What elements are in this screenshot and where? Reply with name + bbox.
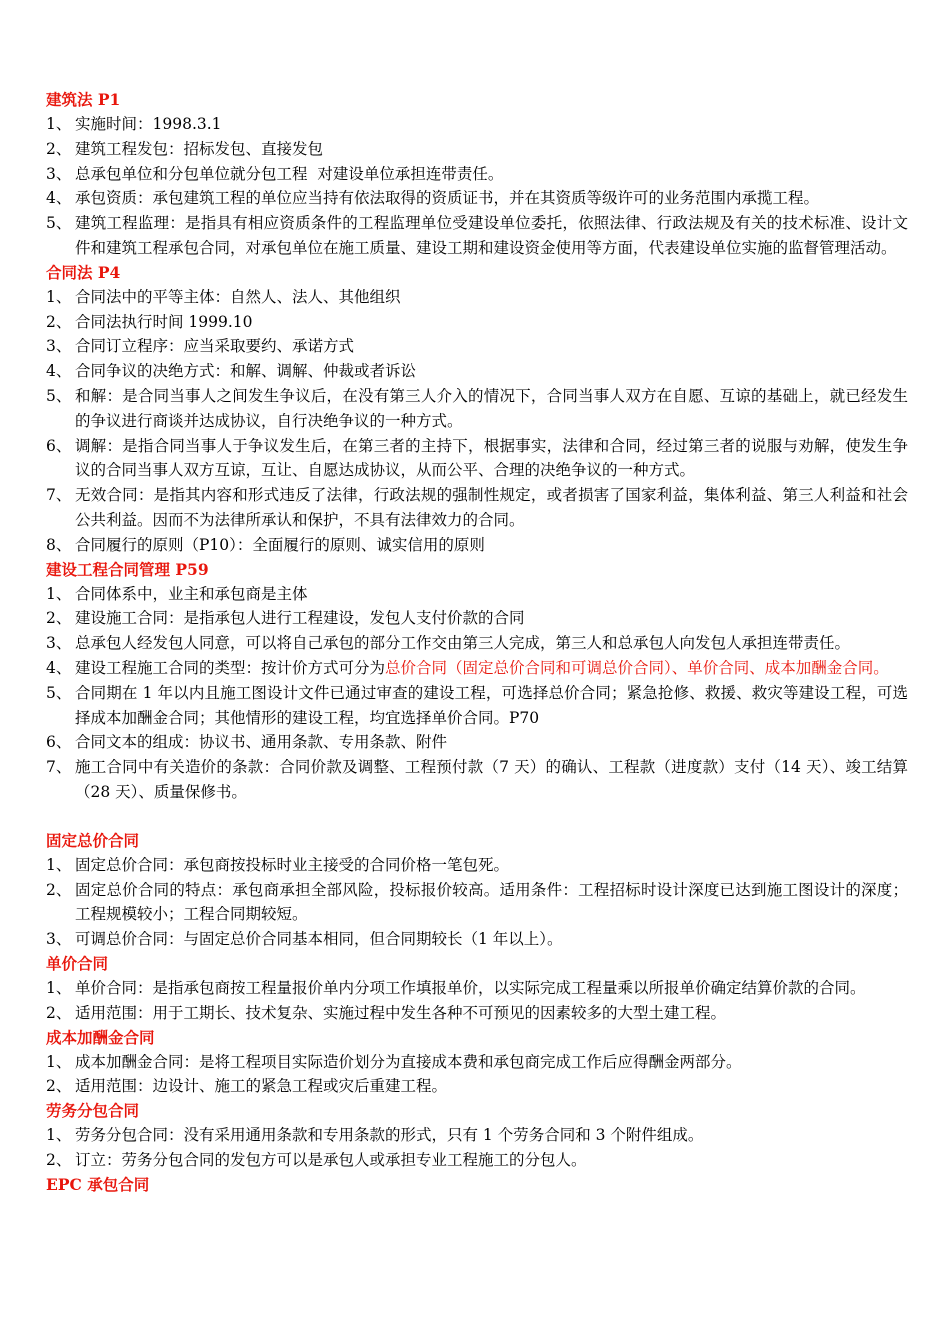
item-text: 适用范围：用于工期长、技术复杂、实施过程中发生各种不可预见的因素较多的大型土建工程。 xyxy=(75,1003,727,1022)
item-text: 总承包单位和分包单位就分包工程 对建设单位承担连带责任。 xyxy=(75,164,504,183)
section-danjia xyxy=(46,952,908,1026)
item-text: 合同争议的决绝方式：和解、调解、仲裁或者诉讼 xyxy=(75,362,417,381)
item-number: 2、 xyxy=(46,609,72,628)
item-text: 建设施工合同：是指承包人进行工程建设，发包人支付价款的合同 xyxy=(75,609,525,628)
list-item xyxy=(46,211,908,261)
item-text: 施工合同中有关造价的条款：合同价款及调整、工程预付款（7 天）的确认、工程款（进度款）支付（14 天）、竣工结算（28 天）、质量保修书。 xyxy=(75,758,908,801)
item-number: 1、 xyxy=(46,115,72,133)
list-item xyxy=(46,878,908,928)
list-item xyxy=(46,1001,908,1026)
item-text: 和解：是合同当事人之间发生争议后，在没有第三人介入的情况下，合同当事人双方在自愿、互谅的基础上，就已经发生的争议进行商谈并达成协议，自行决绝争议的一种方式。 xyxy=(75,386,908,430)
item-text: 建筑工程发包：招标发包、直接发包 xyxy=(75,139,324,158)
section-title: 单价合同 xyxy=(46,953,109,973)
item-text: 合同履行的原则（P10）：全面履行的原则、诚实信用的原则 xyxy=(75,535,485,554)
item-text: 适用范围：边设计、施工的紧急工程或灾后重建工程。 xyxy=(75,1077,448,1096)
item-number: 2、 xyxy=(46,880,72,899)
item-text: 承包资质：承包建筑工程的单位应当持有依法取得的资质证书，并在其资质等级许可的业务范围内承揽工程。 xyxy=(75,189,820,208)
list-item xyxy=(46,853,908,878)
section-title: 建设工程合同管理 P59 xyxy=(46,559,209,579)
item-number: 5、 xyxy=(46,386,72,405)
item-text-plain: 建设工程施工合同的类型：按计价方式可分为 xyxy=(75,658,386,677)
item-number: 4、 xyxy=(46,658,72,677)
item-text-highlight: 总价合同（固定总价合同和可调总价合同）、单价合同、成本加酬金合同。 xyxy=(385,658,889,677)
section-laowu-fenbao xyxy=(46,1099,908,1173)
list-item xyxy=(46,656,908,681)
item-text: 固定总价合同：承包商按投标时业主接受的合同价格一笔包死。 xyxy=(75,855,510,874)
section-chengben-choujin xyxy=(46,1026,908,1100)
item-number: 8、 xyxy=(46,535,72,554)
section-guding-zongjia xyxy=(46,829,908,952)
item-text: 合同订立程序：应当采取要约、承诺方式 xyxy=(75,337,355,356)
list-item xyxy=(46,927,908,952)
item-number: 1、 xyxy=(46,287,72,306)
section-title: 成本加酬金合同 xyxy=(46,1027,155,1047)
list-item xyxy=(46,359,908,384)
item-number: 3、 xyxy=(46,337,72,356)
item-text: 单价合同：是指承包商按工程量报价单内分项工作填报单价，以实际完成工程量乘以所报单价确定结算价款的合同。 xyxy=(75,978,866,997)
list-item xyxy=(46,606,908,631)
item-number: 4、 xyxy=(46,189,72,208)
section-title: 合同法 P4 xyxy=(46,262,121,282)
item-number: 3、 xyxy=(46,930,72,949)
list-item xyxy=(46,730,908,755)
item-number: 5、 xyxy=(46,683,72,702)
item-text: 合同文本的组成：协议书、通用条款、专用条款、附件 xyxy=(75,733,448,752)
list-item xyxy=(46,334,908,359)
item-text: 建筑工程监理：是指具有相应资质条件的工程监理单位受建设单位委托，依照法律、行政法规及有关的技术标准、设计文件和建筑工程承包合同，对承包单位在施工质量、建设工期和建设资金使用等方面，代表建设单位实施的监督管理活动。 xyxy=(75,214,908,257)
item-text: 无效合同：是指其内容和形式违反了法律，行政法规的强制性规定，或者损害了国家利益，集体利益、第三人利益和社会公共利益。因而不为法律所承认和保护，不具有法律效力的合同。 xyxy=(75,486,908,529)
section-jianshe-gongcheng-hetong xyxy=(46,558,908,805)
item-text: 总承包人经发包人同意，可以将自己承包的部分工作交由第三人完成，第三人和总承包人向发包人承担连带责任。 xyxy=(75,634,851,653)
item-text: 实施时间：1998.3.1 xyxy=(75,115,222,133)
list-item xyxy=(46,162,908,187)
item-number: 3、 xyxy=(46,164,72,183)
list-item xyxy=(46,483,908,533)
list-item xyxy=(46,112,908,137)
item-text: 合同法中的平等主体：自然人、法人、其他组织 xyxy=(75,287,401,306)
section-epc xyxy=(46,1173,908,1197)
list-item xyxy=(46,755,908,805)
section-title: 固定总价合同 xyxy=(46,830,140,850)
list-item xyxy=(46,1148,908,1173)
item-number: 2、 xyxy=(46,1150,72,1169)
list-item xyxy=(46,681,908,731)
list-item xyxy=(46,310,908,335)
list-item xyxy=(46,1050,908,1075)
section-title: 劳务分包合同 xyxy=(46,1101,140,1121)
item-number: 2、 xyxy=(46,139,72,158)
item-number: 1、 xyxy=(46,1052,72,1071)
list-item xyxy=(46,631,908,656)
item-number: 1、 xyxy=(46,1126,72,1145)
item-number: 7、 xyxy=(46,486,72,505)
list-item xyxy=(46,1123,908,1148)
item-number: 6、 xyxy=(46,733,72,752)
item-text: 合同期在 1 年以内且施工图设计文件已通过审查的建设工程，可选择总价合同；紧急抢修、救援、救灾等建设工程，可选择成本加酬金合同；其他情形的建设工程，均宜选择单价合同。P70 xyxy=(75,683,908,727)
item-text xyxy=(75,656,908,681)
list-item xyxy=(46,384,908,434)
document-content xyxy=(46,88,908,1197)
list-item xyxy=(46,1074,908,1099)
item-number: 1、 xyxy=(46,855,72,874)
list-item xyxy=(46,434,908,484)
list-item xyxy=(46,976,908,1001)
item-number: 4、 xyxy=(46,362,72,381)
list-item xyxy=(46,186,908,211)
list-item xyxy=(46,137,908,162)
section-jianzhufa xyxy=(46,88,908,261)
item-number: 6、 xyxy=(46,436,72,455)
blank-line xyxy=(46,805,908,829)
section-hetongfa xyxy=(46,261,908,558)
item-number: 5、 xyxy=(46,214,72,233)
list-item xyxy=(46,285,908,310)
item-text: 劳务分包合同：没有采用通用条款和专用条款的形式，只有 1 个劳务合同和 3 个附件组成。 xyxy=(75,1126,704,1145)
item-text: 成本加酬金合同：是将工程项目实际造价划分为直接成本费和承包商完成工作后应得酬金两部分。 xyxy=(75,1052,742,1071)
item-text: 合同体系中，业主和承包商是主体 xyxy=(75,584,308,603)
item-text: 合同法执行时间 1999.10 xyxy=(75,312,253,331)
item-text: 调解：是指合同当事人于争议发生后，在第三者的主持下，根据事实，法律和合同，经过第三者的说服与劝解，使发生争议的合同当事人双方互谅，互让、自愿达成协议，从而公平、合理的决绝争议的一种方式。 xyxy=(75,436,908,480)
item-number: 1、 xyxy=(46,978,72,997)
list-item xyxy=(46,582,908,607)
item-text: 可调总价合同：与固定总价合同基本相同，但合同期较长（1 年以上）。 xyxy=(75,930,563,949)
item-number: 7、 xyxy=(46,758,72,777)
item-number: 2、 xyxy=(46,312,72,331)
item-text: 固定总价合同的特点：承包商承担全部风险，投标报价较高。适用条件：工程招标时设计深度已达到施工图设计的深度；工程规模较小；工程合同期较短。 xyxy=(75,880,908,924)
section-title: 建筑法 P1 xyxy=(46,90,121,109)
list-item xyxy=(46,533,908,558)
item-number: 2、 xyxy=(46,1077,72,1096)
item-number: 1、 xyxy=(46,584,72,603)
section-title: EPC 承包合同 xyxy=(46,1174,150,1194)
item-number: 3、 xyxy=(46,634,72,653)
item-number: 2、 xyxy=(46,1003,72,1022)
item-text: 订立：劳务分包合同的发包方可以是承包人或承担专业工程施工的分包人。 xyxy=(75,1150,587,1169)
